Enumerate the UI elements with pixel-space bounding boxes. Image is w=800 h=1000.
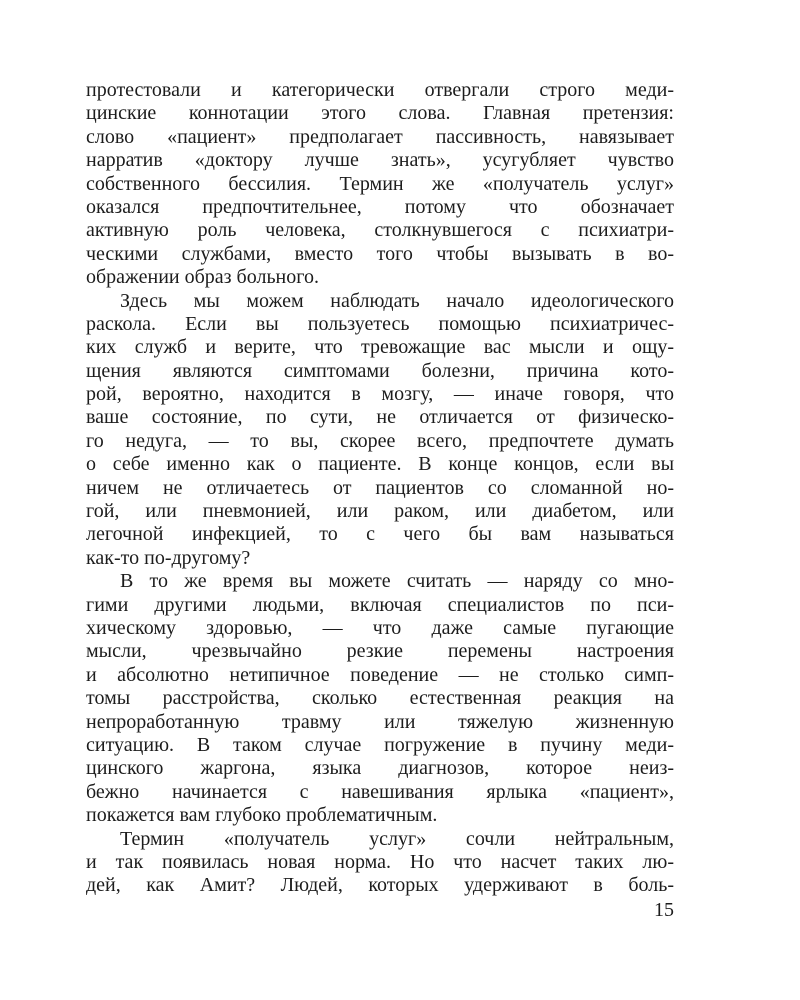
text-line: ображении образ больного.	[86, 266, 319, 289]
text-line: го недуга, — то вы, скорее всего, предпочтете думать	[86, 429, 674, 452]
text-line: ваше состояние, по сути, не отличается от физическо-	[86, 406, 674, 429]
text-line: хическому здоровью, — что даже самые пугающие	[86, 616, 674, 639]
text-line: В то же время вы можете считать — наряду со мно-	[120, 570, 674, 593]
text-line: слово «пациент» предполагает пассивность, навязывает	[86, 125, 674, 148]
text-line: бежно начинается с навешивания ярлыка «пациент»,	[86, 780, 674, 803]
page-number: 15	[654, 899, 674, 921]
text-line: ситуацию. В таком случае погружение в пучину меди-	[86, 733, 674, 756]
text-line: ческими службами, вместо того чтобы вызывать в во-	[86, 242, 674, 265]
text-line: томы расстройства, сколько естественная реакция на	[86, 687, 674, 710]
text-line: рой, вероятно, находится в мозгу, — иначе говоря, что	[86, 383, 674, 406]
text-line: нарратив «доктору лучше знать», усугубляет чувство	[86, 149, 674, 172]
text-line: легочной инфекцией, то с чего бы вам называться	[86, 523, 674, 546]
text-line: собственного бессилия. Термин же «получатель услуг»	[86, 172, 674, 195]
text-line: и абсолютно нетипичное поведение — не столько симп-	[86, 663, 674, 686]
text-line: гими другими людьми, включая специалистов по пси-	[86, 593, 674, 616]
text-line: дей, как Амит? Людей, которых удерживают в боль-	[86, 874, 674, 897]
text-line: цинского жаргона, языка диагнозов, которое неиз-	[86, 757, 674, 780]
text-line: оказался предпочтительнее, потому что обозначает	[86, 195, 674, 218]
text-line: как-то по-другому?	[86, 546, 251, 569]
text-line: о себе именно как о пациенте. В конце концов, если вы	[86, 453, 674, 476]
text-line: ких служб и верите, что тревожащие вас мысли и ощу-	[86, 336, 674, 359]
text-line: раскола. Если вы пользуетесь помощью психиатричес-	[86, 312, 674, 335]
text-line: ничем не отличаетесь от пациентов со сломанной но-	[86, 476, 674, 499]
text-line: и так появилась новая норма. Но что насчет таких лю-	[86, 850, 674, 873]
text-line: щения являются симптомами болезни, причина кото-	[86, 359, 674, 382]
text-line: цинские коннотации этого слова. Главная претензия:	[86, 102, 674, 125]
text-line: Термин «получатель услуг» сочли нейтральным,	[120, 827, 674, 850]
text-line: покажется вам глубоко проблематичным.	[86, 804, 438, 827]
body-text	[86, 79, 674, 898]
text-line: Здесь мы можем наблюдать начало идеологического	[120, 289, 674, 312]
text-line: активную роль человека, столкнувшегося с психиатри-	[86, 219, 674, 242]
text-line: мысли, чрезвычайно резкие перемены настроения	[86, 640, 674, 663]
text-line: гой, или пневмонией, или раком, или диабетом, или	[86, 500, 674, 523]
text-line: протестовали и категорически отвергали строго меди-	[86, 79, 674, 101]
text-line: непроработанную травму или тяжелую жизненную	[86, 710, 674, 733]
